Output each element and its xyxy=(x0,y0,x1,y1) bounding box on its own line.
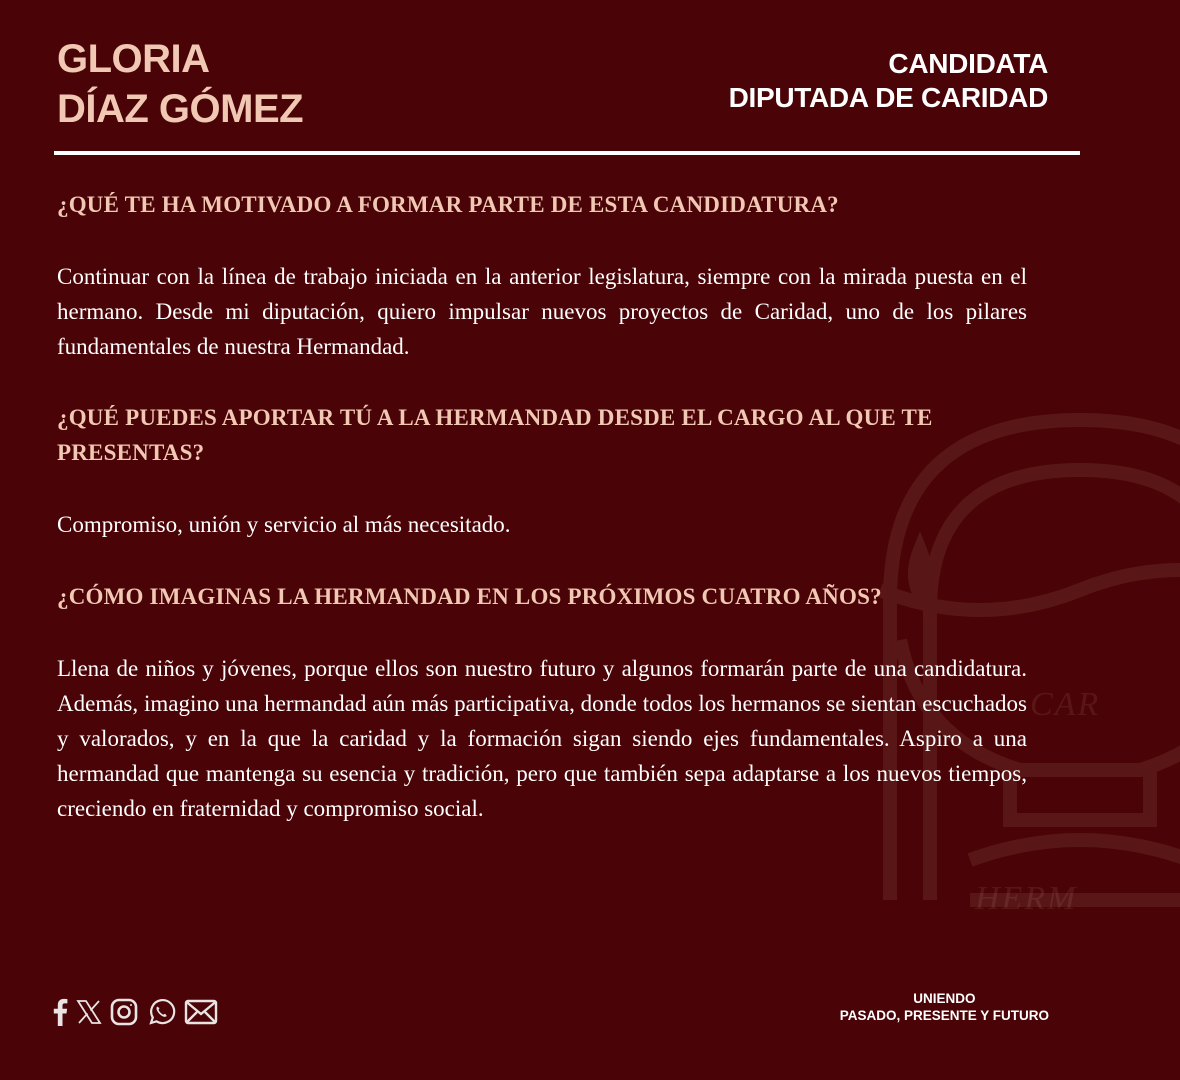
header-divider xyxy=(54,151,1080,155)
answer-2: Compromiso, unión y servicio al más necesitado. xyxy=(57,512,511,537)
question-2: ¿QUÉ PUEDES APORTAR TÚ A LA HERMANDAD DESDE EL CARGO AL QUE TE PRESENTAS? xyxy=(57,405,933,465)
answer-3: Llena de niños y jóvenes, porque ellos son nuestro futuro y algunos formarán parte de una candidatura. Además, imagino una hermandad aún más participativa, donde todos los hermanos se sientan escuchados y valorados, y en la que la caridad y la formación sigan siendo ejes fundamentales. Aspiro a una hermandad que mantenga su esencia y tradición, pero que también sepa adaptarse a los nuevos tiempos, creciendo en fraternidad y compromiso social. xyxy=(57,656,1027,821)
candidate-first-name: GLORIA xyxy=(57,37,210,81)
question-3: ¿CÓMO IMAGINAS LA HERMANDAD EN LOS PRÓXIMOS CUATRO AÑOS? xyxy=(57,584,882,609)
slogan-line-1: UNIENDO xyxy=(913,991,976,1006)
answer-1: Continuar con la línea de trabajo iniciada en la anterior legislatura, siempre con la mirada puesta en el hermano. Desde mi diputación, quiero impulsar nuevos proyectos de Caridad, uno de los pilares fundamentales de nuestra Hermandad. xyxy=(57,264,1027,359)
candidate-name xyxy=(57,34,303,134)
whatsapp-icon[interactable] xyxy=(146,996,176,1028)
slogan xyxy=(840,990,1049,1024)
instagram-icon[interactable] xyxy=(110,996,138,1028)
role-line-1: CANDIDATA xyxy=(888,48,1048,79)
slogan-line-2: PASADO, PRESENTE Y FUTURO xyxy=(839,1008,1049,1023)
facebook-icon[interactable] xyxy=(52,996,68,1028)
question-1: ¿QUÉ TE HA MOTIVADO A FORMAR PARTE DE ESTA CANDIDATURA? xyxy=(57,192,839,217)
interview-content xyxy=(57,187,1027,826)
watermark-text-bottom: HERM xyxy=(975,880,1078,917)
watermark-text-top: CAR xyxy=(1030,686,1101,723)
candidate-role xyxy=(729,47,1048,115)
x-icon[interactable] xyxy=(76,996,102,1028)
social-icons xyxy=(52,996,218,1028)
role-line-2: DIPUTADA DE CARIDAD xyxy=(728,82,1048,113)
candidate-surnames: DÍAZ GÓMEZ xyxy=(57,87,304,131)
mail-icon[interactable] xyxy=(184,996,218,1028)
